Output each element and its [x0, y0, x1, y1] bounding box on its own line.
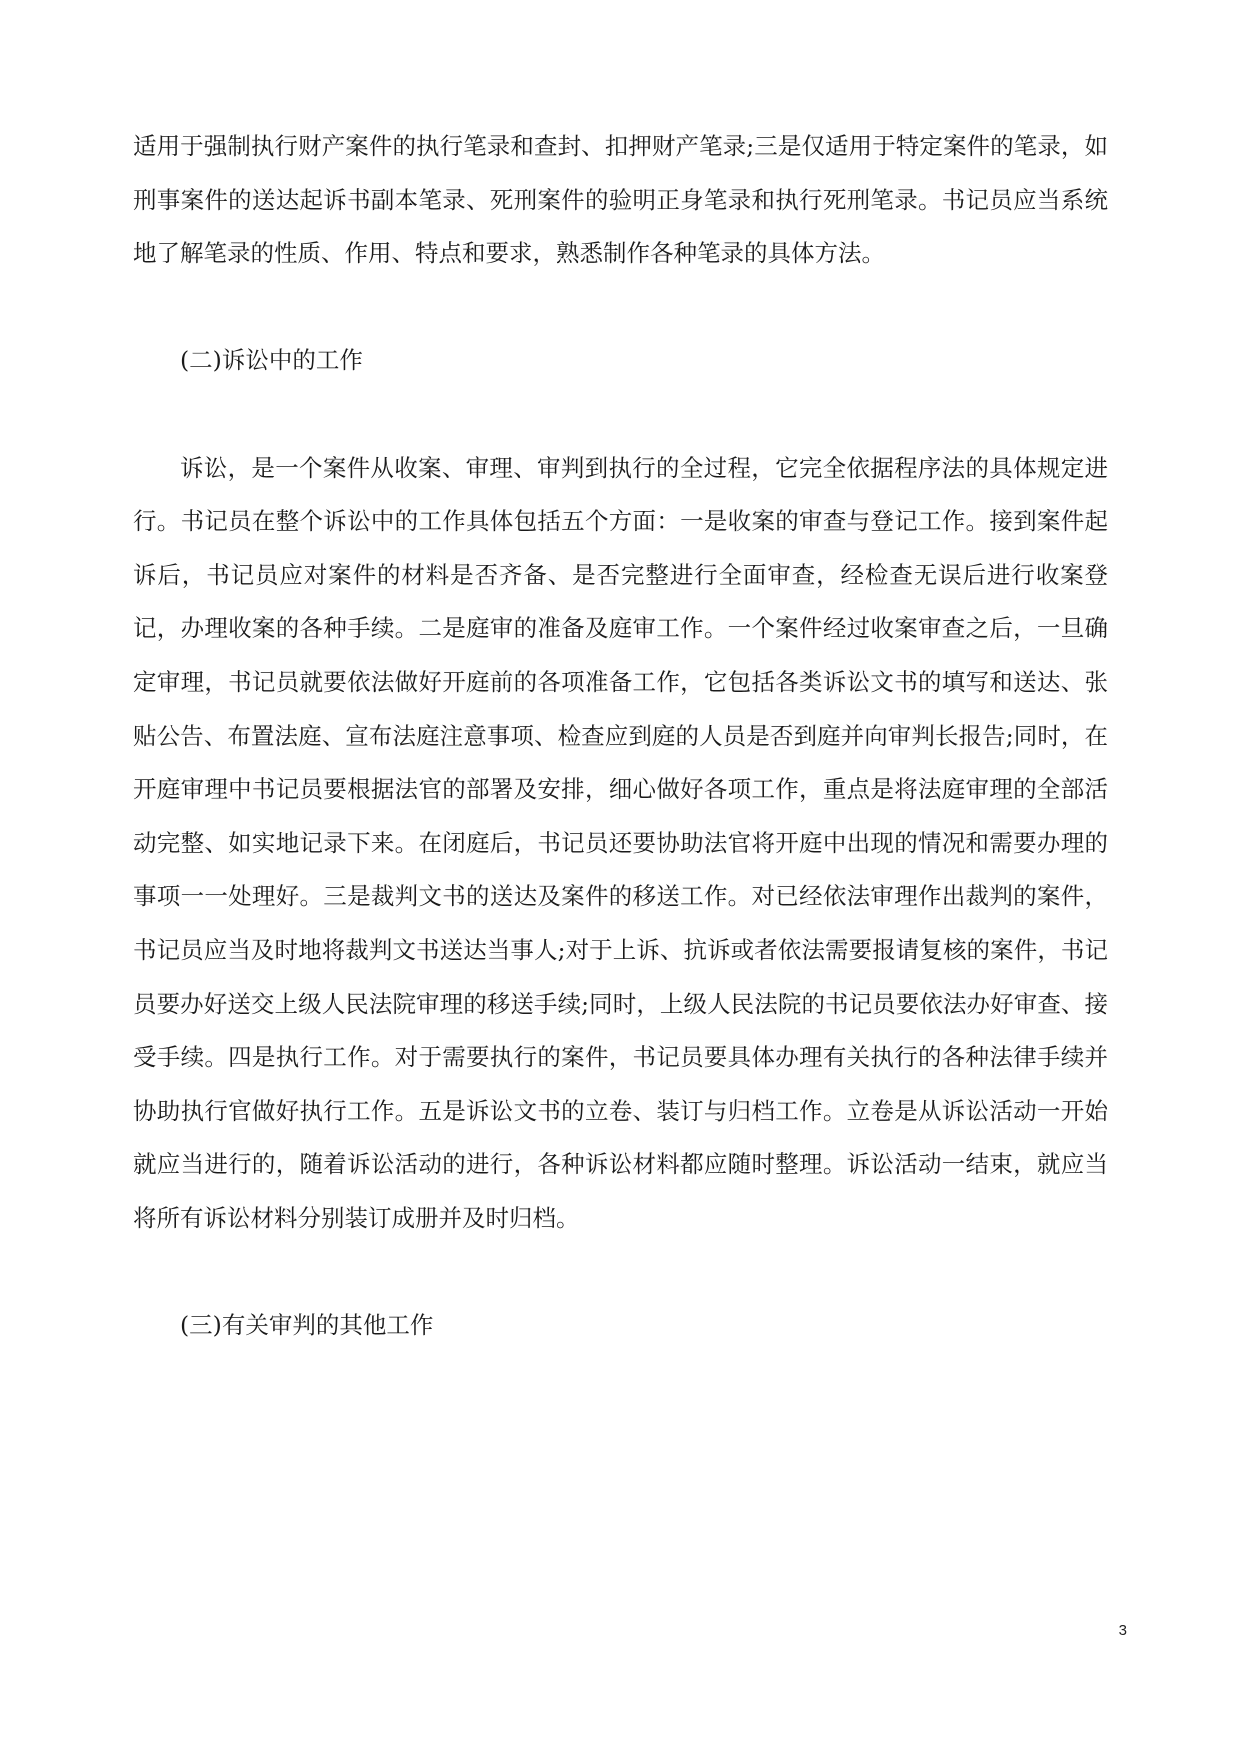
- section-heading-3: (三)有关审判的其他工作: [180, 1311, 434, 1340]
- paragraph-litigation-work: 诉讼，是一个案件从收案、审理、审判到执行的全过程，它完全依据程序法的具体规定进行。书记员在整个诉讼中的工作具体包括五个方面：一是收案的审查与登记工作。接到案件起诉后，书记员应对案件的材料是否齐备、是否完整进行全面审查，经检查无误后进行收案登记，办理收案的各种手续。二是庭审的准备及庭审工作。一个案件经过收案审查之后，一旦确定审理，书记员就要依法做好开庭前的各项准备工作，它包括各类诉讼文书的填写和送达、张贴公告、布置法庭、宣布法庭注意事项、检查应到庭的人员是否到庭并向审判长报告;同时，在开庭审理中书记员要根据法官的部署及安排，细心做好各项工作，重点是将法庭审理的全部活动完整、如实地记录下来。在闭庭后，书记员还要协助法官将开庭中出现的情况和需要办理的事项一一处理好。三是裁判文书的送达及案件的移送工作。对已经依法审理作出裁判的案件，书记员应当及时地将裁判文书送达当事人;对于上诉、抗诉或者依法需要报请复核的案件，书记员要办好送交上级人民法院审理的移送手续;同时，上级人民法院的书记员要依法办好审查、接受手续。四是执行工作。对于需要执行的案件，书记员要具体办理有关执行的各种法律手续并协助执行官做好执行工作。五是诉讼文书的立卷、装订与归档工作。立卷是从诉讼活动一开始就应当进行的，随着诉讼活动的进行，各种诉讼材料都应随时整理。诉讼活动一结束，就应当将所有诉讼材料分别装订成册并及时归档。: [133, 453, 1108, 1232]
- paragraph-spacer: [133, 281, 1108, 335]
- paragraph-spacer: [133, 388, 1108, 442]
- page-number: 3: [1118, 1622, 1127, 1639]
- section-heading-2: (二)诉讼中的工作: [180, 346, 363, 375]
- paragraph-continued: 适用于强制执行财产案件的执行笔录和查封、扣押财产笔录;三是仅适用于特定案件的笔录，如刑事案件的送达起诉书副本笔录、死刑案件的验明正身笔录和执行死刑笔录。书记员应当系统地了解笔录的性质、作用、特点和要求，熟悉制作各种笔录的具体方法。: [133, 132, 1108, 268]
- paragraph-spacer: [133, 1245, 1108, 1299]
- document-body: [133, 120, 1108, 1353]
